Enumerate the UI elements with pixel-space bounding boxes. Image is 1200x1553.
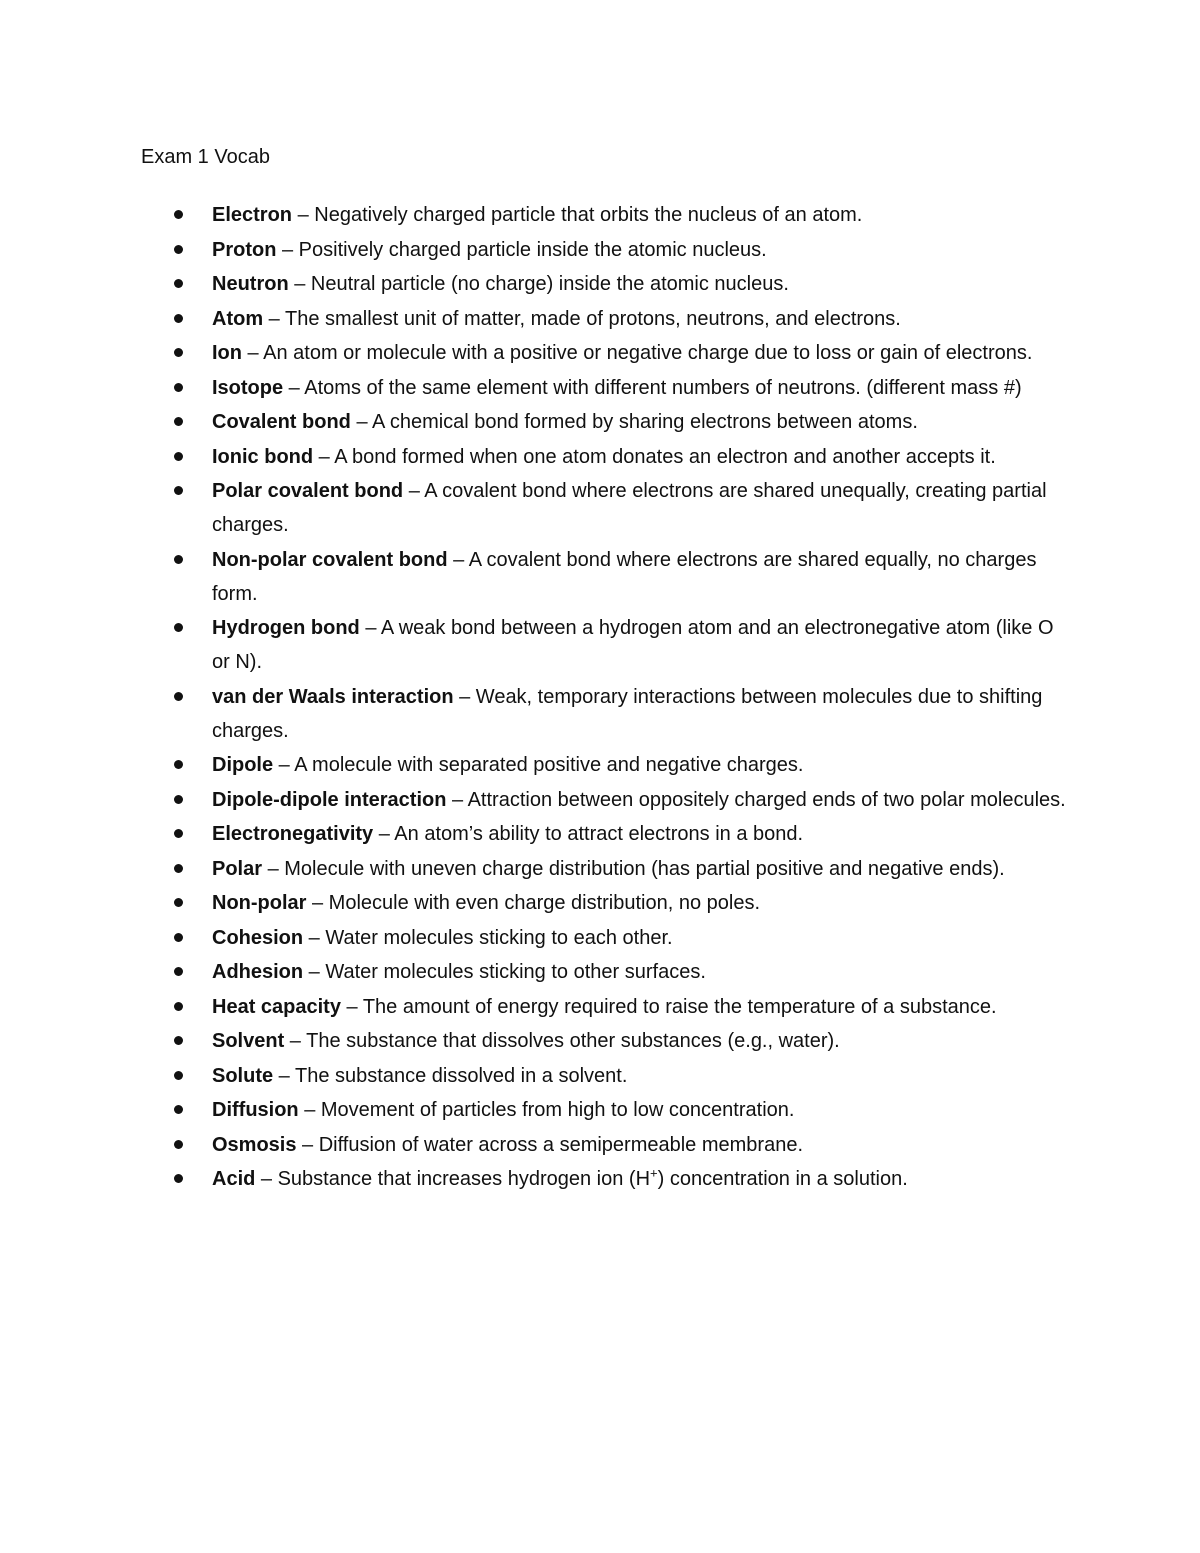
vocab-definition: – Positively charged particle inside the atomic nucleus. <box>276 238 767 261</box>
bullet-icon <box>174 933 183 942</box>
vocab-term: Solute <box>212 1064 274 1087</box>
vocab-definition: – Weak, temporary interactions between molecules due to shifting charges. <box>212 685 1043 742</box>
vocab-term: Dipole-dipole interaction <box>212 788 447 811</box>
vocab-definition: – Attraction between oppositely charged ends of two polar molecules. <box>446 788 1066 811</box>
vocab-term: Hydrogen bond <box>212 617 360 639</box>
vocab-item <box>212 1059 1072 1093</box>
vocab-item <box>212 955 1072 989</box>
vocab-definition: – An atom’s ability to attract electrons in a bond. <box>373 823 804 845</box>
vocab-item <box>212 817 1072 851</box>
bullet-icon <box>174 245 183 254</box>
vocab-definition: – Neutral particle (no charge) inside the atomic nucleus. <box>288 273 789 295</box>
bullet-icon <box>174 864 183 873</box>
vocab-term: Atom <box>212 307 264 330</box>
vocab-definition: – A molecule with separated positive and negative charges. <box>273 754 804 776</box>
vocab-item <box>212 1024 1072 1058</box>
vocab-definition: – A covalent bond where electrons are shared equally, no charges form. <box>212 548 1037 605</box>
vocab-term: Dipole <box>212 754 274 776</box>
bullet-icon <box>174 623 183 632</box>
vocab-item <box>212 1128 1072 1162</box>
vocab-definition: – The substance that dissolves other substances (e.g., water). <box>284 1030 840 1052</box>
vocab-term: Isotope <box>212 376 284 399</box>
bullet-icon <box>174 967 183 976</box>
vocab-item <box>212 611 1072 679</box>
bullet-icon <box>174 417 183 426</box>
vocab-item <box>212 783 1072 817</box>
bullet-icon <box>174 795 183 804</box>
vocab-definition: – The substance dissolved in a solvent. <box>273 1064 628 1087</box>
vocab-definition: – Substance that increases hydrogen ion (H <box>255 1168 651 1190</box>
vocab-term: Solvent <box>212 1030 285 1052</box>
vocab-item <box>212 1162 1072 1196</box>
vocab-item <box>212 405 1072 439</box>
vocab-term: Adhesion <box>212 961 304 983</box>
vocab-item <box>212 233 1072 267</box>
vocab-list <box>212 198 1072 1197</box>
bullet-icon <box>174 348 183 357</box>
vocab-term: Covalent bond <box>212 411 351 433</box>
bullet-icon <box>174 1071 183 1080</box>
vocab-definition: – A covalent bond where electrons are shared unequally, creating partial charges. <box>212 480 1047 536</box>
vocab-term: Osmosis <box>212 1133 297 1156</box>
vocab-definition: – Diffusion of water across a semipermeable membrane. <box>296 1133 804 1156</box>
vocab-definition: – Water molecules sticking to each other. <box>303 926 673 949</box>
vocab-item <box>212 990 1072 1024</box>
vocab-definition: – Movement of particles from high to low concentration. <box>298 1099 795 1121</box>
bullet-icon <box>174 898 183 907</box>
vocab-item <box>212 267 1072 301</box>
vocab-definition: – Atoms of the same element with different numbers of neutrons. (different mass #) <box>283 376 1022 399</box>
vocab-item <box>212 1093 1072 1127</box>
vocab-definition-end: ) concentration in a solution. <box>657 1168 908 1190</box>
vocab-item <box>212 886 1072 920</box>
vocab-term: Ionic bond <box>212 445 314 468</box>
bullet-icon <box>174 210 183 219</box>
bullet-icon <box>174 383 183 392</box>
vocab-term: Cohesion <box>212 926 304 949</box>
vocab-item <box>212 371 1072 405</box>
vocab-term: Polar <box>212 857 263 880</box>
bullet-icon <box>174 1036 183 1045</box>
vocab-definition: – The amount of energy required to raise the temperature of a substance. <box>340 995 997 1018</box>
bullet-icon <box>174 1174 183 1183</box>
vocab-term: van der Waals interaction <box>212 685 454 708</box>
bullet-icon <box>174 486 183 495</box>
vocab-item <box>212 440 1072 474</box>
vocab-item <box>212 302 1072 336</box>
vocab-term: Non-polar covalent bond <box>212 548 448 571</box>
vocab-item <box>212 474 1072 542</box>
bullet-icon <box>174 314 183 323</box>
vocab-term: Diffusion <box>212 1099 299 1121</box>
bullet-icon <box>174 1105 183 1114</box>
bullet-icon <box>174 829 183 838</box>
vocab-term: Proton <box>212 238 277 261</box>
vocab-definition: – An atom or molecule with a positive or negative charge due to loss or gain of electrons. <box>242 342 1033 364</box>
vocab-definition: – A chemical bond formed by sharing electrons between atoms. <box>350 411 918 433</box>
vocab-item <box>212 680 1072 748</box>
vocab-term: Acid <box>212 1168 256 1190</box>
vocab-term: Electronegativity <box>212 823 374 845</box>
vocab-definition: – Water molecules sticking to other surfaces. <box>303 961 706 983</box>
bullet-icon <box>174 692 183 701</box>
document-title: Exam 1 Vocab <box>141 146 270 168</box>
vocab-definition: – Molecule with even charge distribution, no poles. <box>306 892 761 914</box>
bullet-icon <box>174 760 183 769</box>
vocab-item <box>212 198 1072 232</box>
vocab-term: Polar covalent bond <box>212 480 404 502</box>
vocab-item <box>212 748 1072 782</box>
superscript: + <box>650 1165 658 1181</box>
vocab-term: Heat capacity <box>212 995 341 1018</box>
bullet-icon <box>174 1140 183 1149</box>
vocab-definition: – Molecule with uneven charge distribution (has partial positive and negative ends). <box>262 857 1005 880</box>
bullet-icon <box>174 1002 183 1011</box>
vocab-item <box>212 921 1072 955</box>
vocab-definition: – A bond formed when one atom donates an electron and another accepts it. <box>313 445 996 468</box>
vocab-term: Neutron <box>212 273 289 295</box>
vocab-definition: – Negatively charged particle that orbits the nucleus of an atom. <box>292 204 863 226</box>
vocab-term: Ion <box>212 342 242 364</box>
bullet-icon <box>174 555 183 564</box>
bullet-icon <box>174 452 183 461</box>
vocab-item <box>212 336 1072 370</box>
bullet-icon <box>174 279 183 288</box>
vocab-term: Electron <box>212 204 293 226</box>
vocab-definition: – A weak bond between a hydrogen atom and an electronegative atom (like O or N). <box>212 617 1054 673</box>
vocab-item <box>212 543 1072 611</box>
vocab-item <box>212 852 1072 886</box>
vocab-definition: – The smallest unit of matter, made of protons, neutrons, and electrons. <box>263 307 901 330</box>
vocab-term: Non-polar <box>212 892 307 914</box>
